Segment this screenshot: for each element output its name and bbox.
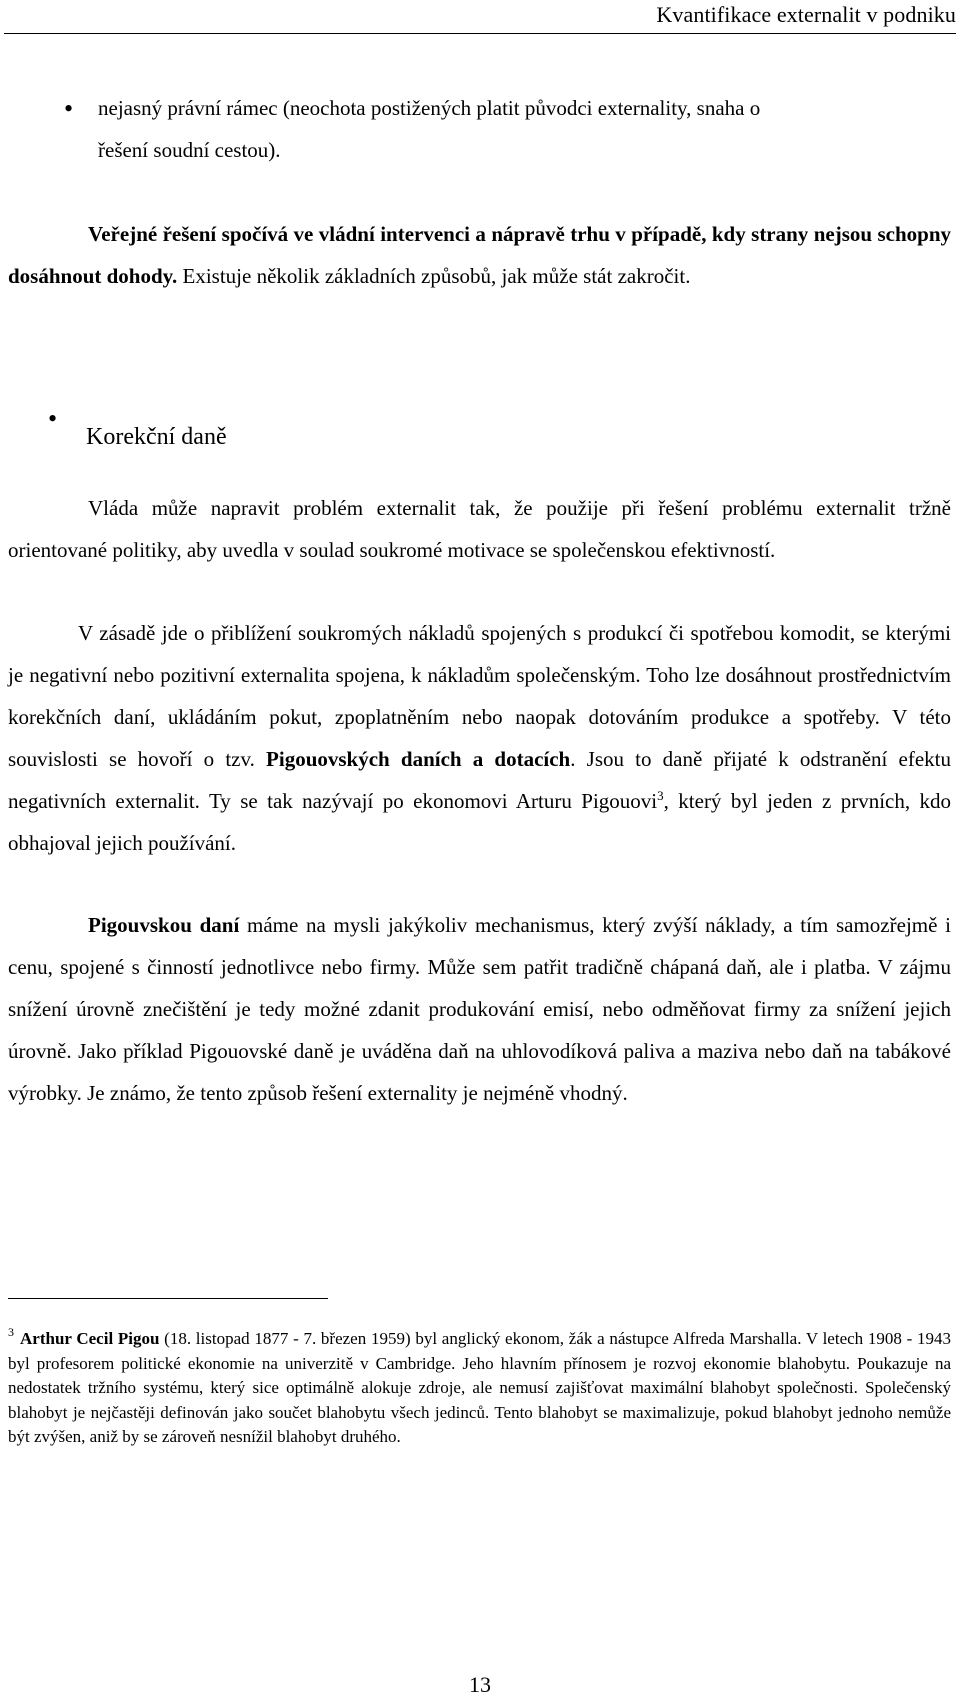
public-solution-bold: Veřejné řešení spočívá ve vládní intervenci a nápravě trhu v případě, kdy strany nejsou schopny dosáhnout dohody. <box>8 222 951 288</box>
paragraph2-bold: Pigouovských daních a dotacích <box>266 747 571 771</box>
footnote-reference: 3 <box>657 788 664 803</box>
paragraph-correction-taxes <box>8 487 951 571</box>
bullet-dot: • <box>64 94 74 123</box>
public-solution-paragraph <box>8 213 951 297</box>
header-rule <box>4 33 956 34</box>
paragraph2-part1: V zásadě jde o přiblížení soukromých nákladů spojených s produkcí či spotřebou komodit, se kterými je negativní nebo pozitivní externalita spojena, k nákladům společenským. Toho lze dosáhnout prostřednictvím korekčních daní, ukládáním pokut, zpoplatněním nebo naopak dotováním produkce a spotřeby. V této souvislosti se hovoří o tzv. <box>8 621 951 771</box>
paragraph3-text: máme na mysli jakýkoliv mechanismus, který zvýší náklady, a tím samozřejmě i cenu, spojené s činností jednotlivce nebo firmy. Může sem patřit tradičně chápaná daň, ale i platba. V zájmu snížení úrovně znečištění je tedy možné zdanit produkování emisí, nebo odměňovat firmy za snížení jejich úrovně. Jako příklad Pigouovské daně je uváděna daň na uhlovodíková paliva a maziva nebo daň na tabákové výrobky. Je známo, že tento způsob řešení externality je nejméně vhodný. <box>8 913 951 1105</box>
footnote-name: Arthur Cecil Pigou <box>20 1329 160 1348</box>
running-header: Kvantifikace externalit v podniku <box>656 2 956 27</box>
footnote <box>8 1320 951 1450</box>
footnote-text: (18. listopad 1877 - 7. březen 1959) byl anglický ekonom, žák a nástupce Alfreda Marshalla. V letech 1908 - 1943 byl profesorem politické ekonomie na univerzitě v Cambridge. Jeho hlavním přínosem je rozvoj ekonomie blahobytu. Poukazuje na nedostatek tržního systému, který sice optimálně alokuje zdroje, ale nemusí zajišťovat maximální blahobyt společnosti. Společenský blahobyt je nejčastěji definován jako součet blahobytu všech jedinců. Tento blahobyt se maximalizuje, pokud blahobyt jednoho nemůže být zvýšen, aniž by se zároveň nesnížil blahobyt druhého. <box>8 1329 951 1446</box>
paragraph2-part3: , který byl jeden z prvních, kdo obhajoval jejich používání. <box>8 789 952 855</box>
heading-bullet-dot: • <box>48 404 58 433</box>
bullet-intro <box>98 87 951 171</box>
footnote-number: 3 <box>8 1325 14 1339</box>
paragraph3-bold: Pigouvskou daní <box>88 913 240 937</box>
section-heading: Korekční daně <box>86 424 227 450</box>
page-number: 13 <box>469 1672 491 1697</box>
paragraph2-part2: . Jsou to daně přijaté k odstranění efektu negativních externalit. Ty se tak nazývají po ekonomovi Arturu Pigouovi <box>8 747 952 813</box>
bullet-intro-line1: nejasný právní rámec (neochota postižených platit původci externality, snaha o <box>98 96 761 120</box>
paragraph-cost-approximation <box>8 612 951 864</box>
paragraph1-text: Vláda může napravit problém externalit tak, že použije při řešení problému externalit tržně orientované politiky, aby uvedla v soulad soukromé motivace se společenskou efektivností. <box>8 496 951 562</box>
paragraph-pigouvian-tax <box>8 904 951 1114</box>
footnote-rule <box>8 1298 328 1299</box>
public-solution-rest: Existuje několik základních způsobů, jak může stát zakročit. <box>177 264 691 288</box>
bullet-intro-line2: řešení soudní cestou). <box>98 138 281 162</box>
